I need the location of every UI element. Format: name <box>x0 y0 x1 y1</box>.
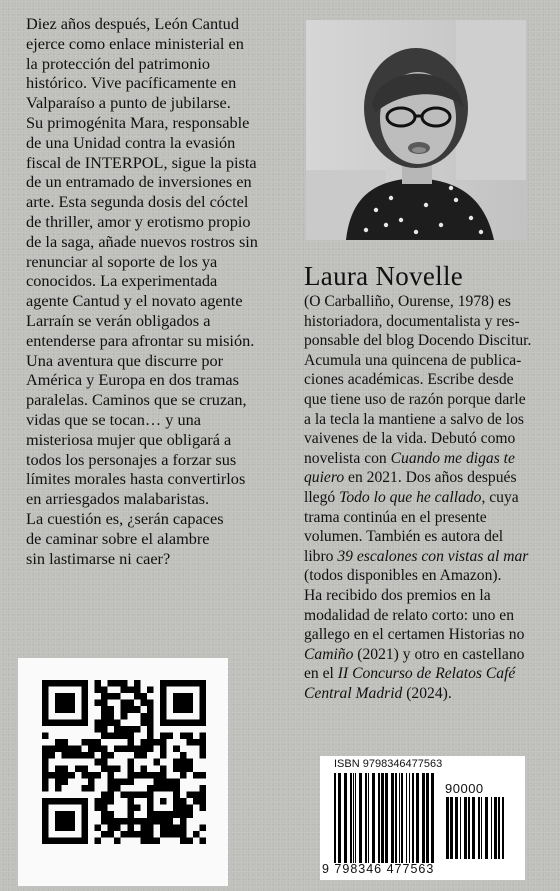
synopsis-line: de un entramado de inversiones en <box>26 172 252 192</box>
bio-italic-text: Cuando me digas te <box>390 449 515 467</box>
bio-text: volumen. También es autora del <box>304 528 504 546</box>
synopsis-line: agente Cantud y el novato agente <box>26 291 243 311</box>
bio-italic-text: Camiño <box>304 645 354 663</box>
bio-line <box>304 566 540 586</box>
bio-line <box>304 312 540 332</box>
bio-text: ciones académicas. Escribe desde <box>304 371 514 389</box>
synopsis-line: de caminar sobre el alambre <box>26 528 210 548</box>
bio-line <box>304 429 540 449</box>
bio-italic-text: 39 escalones con vistas al mar <box>337 547 529 565</box>
synopsis-line: de thriller, amor y erotismo propio <box>26 211 251 231</box>
synopsis-line: Una aventura que discurre por <box>26 350 224 370</box>
bio-text: novelista con <box>304 449 391 467</box>
qr-code-panel <box>18 658 228 886</box>
synopsis-line: La cuestión es, ¿serán capaces <box>26 508 224 528</box>
bio-line <box>304 508 540 528</box>
bio-line <box>304 527 540 547</box>
bio-line <box>304 664 540 684</box>
barcode-icon <box>334 773 434 863</box>
bio-text: ponsable del blog Docendo Discitur. <box>304 332 532 350</box>
synopsis-line: de una Unidad contra la evasión <box>26 132 236 152</box>
synopsis-line: misteriosa mujer que obligará a <box>26 429 232 449</box>
synopsis-line: Larraín se verán obligados a <box>26 310 211 330</box>
bio-italic-text: Central Madrid <box>304 684 403 702</box>
bio-line <box>304 586 540 606</box>
synopsis-line: Su primogénita Mara, responsable <box>26 112 250 132</box>
bio-text: gallego en el certamen Historias no <box>304 626 525 644</box>
bio-line <box>304 292 540 312</box>
bio-text: (2024). <box>402 684 452 702</box>
synopsis-line: Diez años después, León Cantud <box>26 14 239 33</box>
bio-line <box>304 547 540 567</box>
synopsis-line: ejerce como enlace ministerial en <box>26 33 244 53</box>
bio-text: libro <box>304 547 338 565</box>
bio-text: trama continúa en el presente <box>304 508 487 526</box>
bio-italic-text: II Concurso de Relatos Café <box>337 665 516 683</box>
synopsis-line: paralelas. Caminos que se cruzan, <box>26 390 247 410</box>
synopsis-paragraph <box>26 14 301 568</box>
synopsis-text <box>26 14 301 568</box>
bio-line <box>304 449 540 469</box>
synopsis-line: la protección del patrimonio <box>26 53 211 73</box>
bio-text: , cuya <box>481 488 519 506</box>
qr-code-icon <box>42 680 206 844</box>
bio-line <box>304 468 540 488</box>
bio-line <box>304 370 540 390</box>
bio-line <box>304 331 540 351</box>
synopsis-line: todos los personajes a forzar sus <box>26 449 237 469</box>
bio-text: modalidad de relato corto: uno en <box>304 606 515 624</box>
bio-line <box>304 390 540 410</box>
author-name: Laura Novelle <box>304 261 464 291</box>
bio-text: (O Carballiño, Ourense, 1978) es <box>304 293 511 310</box>
bio-text: (2021) y otro en castellano <box>353 645 525 663</box>
bio-text: Ha recibido dos premios en la <box>304 586 491 604</box>
bio-text: (todos disponibles en Amazon). <box>304 567 502 585</box>
bio-text: que tiene uso de razón porque darle <box>304 390 526 408</box>
bio-text: llegó <box>304 488 340 506</box>
synopsis-line: vidas que se tocan… y una <box>26 409 201 429</box>
synopsis-line: fiscal de INTERPOL, sigue la pista <box>26 152 257 172</box>
synopsis-line: sin lastimarse ni caer? <box>26 548 171 568</box>
bio-text: en 2021. Dos años después <box>344 469 517 487</box>
bio-text: vaivenes de la vida. Debutó como <box>304 430 516 448</box>
author-portrait-photo <box>306 20 526 240</box>
isbn-barcode <box>320 756 525 880</box>
synopsis-line: límites morales hasta convertirlos <box>26 469 246 489</box>
synopsis-line: Valparaíso a punto de jubilarse. <box>26 93 231 113</box>
barcode-digits: 9 798346 477563 <box>322 862 435 876</box>
synopsis-line: América y Europa en dos tramas <box>26 370 239 390</box>
isbn-label: ISBN 9798346477563 <box>334 758 443 770</box>
synopsis-line: renunciar al soporte de los ya <box>26 251 218 271</box>
price-barcode-icon <box>446 797 504 859</box>
bio-line <box>304 606 540 626</box>
bio-text: a la tecla la mantiene a salvo de los <box>304 410 524 428</box>
synopsis-line: histórico. Vive pacíficamente en <box>26 73 237 93</box>
bio-text: en el <box>304 665 338 683</box>
synopsis-line: en arriesgados malabaristas. <box>26 489 210 509</box>
price-code: 90000 <box>445 781 484 796</box>
bio-line <box>304 684 540 704</box>
bio-italic-text: quiero <box>304 469 345 487</box>
bio-line <box>304 625 540 645</box>
bio-text: historiadora, documentalista y res- <box>304 312 520 330</box>
author-bio <box>304 292 540 703</box>
synopsis-line: arte. Esta segunda dosis del cóctel <box>26 192 249 212</box>
synopsis-line: de la saga, añade nuevos rostros sin <box>26 231 258 251</box>
bio-line <box>304 351 540 371</box>
synopsis-line: conocidos. La experimentada <box>26 271 218 291</box>
bio-italic-text: Todo lo que he callado <box>339 488 482 506</box>
bio-text: Acumula una quincena de publica- <box>304 351 522 369</box>
synopsis-line: entenderse para afrontar su misión. <box>26 330 255 350</box>
bio-line <box>304 645 540 665</box>
bio-line <box>304 410 540 430</box>
bio-line <box>304 488 540 508</box>
